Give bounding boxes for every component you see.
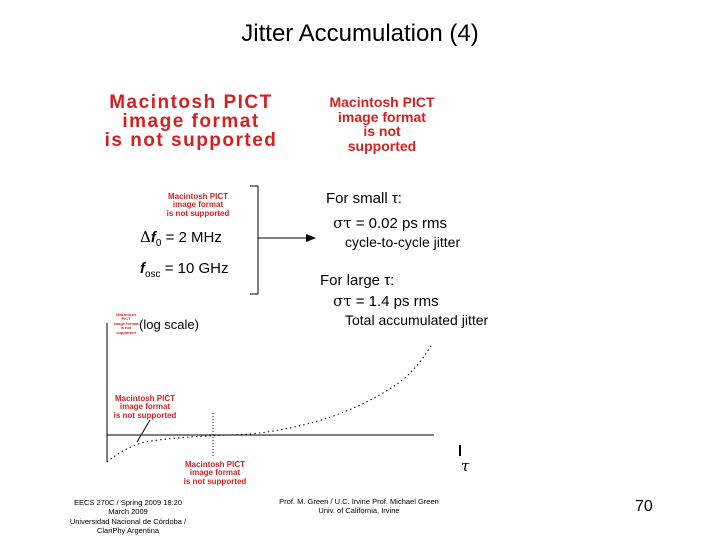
unsupported-image-placeholder: Macintosh PICT image format is not supported: [166, 192, 230, 218]
unsupported-image-placeholder: Macintosh PICT image format is not supported: [113, 394, 177, 420]
y-axis-log-scale-note: (log scale): [139, 317, 199, 332]
unsupported-image-placeholder: Macintosh PICT image format is not supported: [183, 460, 247, 486]
page-number: 70: [635, 498, 653, 515]
large-tau-sigma: στ = 1.4 ps rms: [333, 292, 439, 310]
unsupported-image-placeholder: Macintosh PICT image format is not supported: [329, 94, 435, 155]
unsupported-image-placeholder: Macintosh PICT image format is not supported: [113, 312, 139, 335]
x-axis-label: τ: [461, 457, 470, 475]
slide-title: Jitter Accumulation (4): [241, 20, 479, 47]
delta-f0-param: $\Delta f_0 = 2$ MHz: [140, 228, 222, 249]
large-tau-desc: Total accumulated jitter: [345, 312, 489, 328]
footer-left: EECS 270C / Spring 2009 18:20 March 2009 Universidad Nacional de Córdoba / ClariPhy Argentina: [69, 498, 187, 536]
small-tau-heading: For small τ:: [326, 190, 402, 207]
pointer-line: [137, 420, 150, 442]
x-axis-tick: [459, 445, 461, 456]
small-tau-desc: cycle-to-cycle jitter: [345, 234, 461, 250]
small-tau-sigma: στ = 0.02 ps rms: [333, 214, 448, 232]
footer-center: Prof. M. Green / U.C. Irvine Prof. Michael Green Univ. of California, Irvine: [279, 497, 439, 516]
fosc-param: $f_{osc} = 10$ GHz: [140, 260, 229, 280]
unsupported-image-placeholder: Macintosh PICT image format is not supported: [104, 92, 278, 151]
large-tau-heading: For large τ:: [320, 272, 395, 289]
